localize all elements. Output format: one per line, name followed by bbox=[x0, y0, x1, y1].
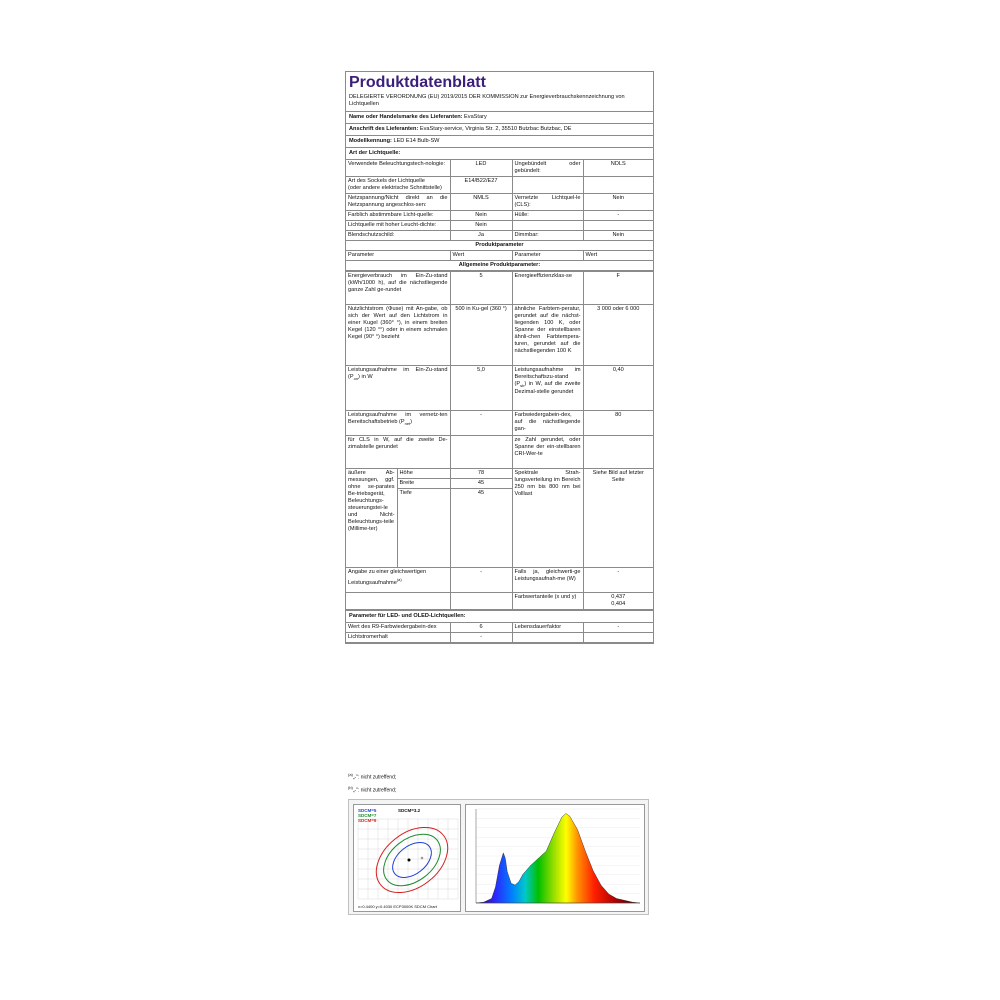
spectral-label: Spektrale Strah-lungsverteilung im Bereich 250 nm bis 800 nm bei Volllast bbox=[512, 469, 583, 568]
table-row bbox=[346, 160, 653, 177]
anti-glare-value: Ja bbox=[450, 231, 512, 241]
supplier-name-value: EvaStary bbox=[464, 114, 487, 120]
standby-power-text: Leistungsaufnahme im Bereitschaftszu-stand (P bbox=[514, 367, 581, 387]
general-params-table bbox=[346, 271, 653, 610]
luminous-flux-label: Nutzlichtstrom (Φuse) mit An-gabe, ob sich der Wert auf den Lichtstrom in einer Kugel (360° °), in einem breiten Kegel (120 °°) oder in einem schmalen Kegel (90° °) bezieht bbox=[346, 305, 450, 366]
table-row bbox=[346, 221, 653, 231]
table-row bbox=[346, 436, 653, 469]
footnote-b-text: „-": nicht zutreffend; bbox=[352, 787, 397, 794]
equivalent-power-label bbox=[346, 568, 450, 593]
regulation-subtitle: DELEGIERTE VERORDNUNG (EU) 2019/2015 DER KOMMISSION zur Energieverbrauchskennzeichnung von Lichtquellen bbox=[349, 94, 625, 107]
footnote-a-marker: (a) bbox=[348, 772, 353, 777]
sdcm-legend-5: SDCM=5 bbox=[358, 808, 377, 813]
supplier-name-row bbox=[346, 111, 653, 123]
mains-label: Netzspannung/Nicht direkt an die Netzspannung angeschlos-sen: bbox=[346, 194, 450, 211]
tunable-label: Farblich abstimmbare Licht-quelle: bbox=[346, 211, 450, 221]
chromaticity-label: Farbwertanteile (x und y) bbox=[512, 593, 583, 610]
table-row bbox=[346, 469, 653, 479]
on-mode-power-text: Leistungsaufnahme im Ein-Zu-stand (P bbox=[348, 367, 448, 380]
chromaticity-value bbox=[583, 593, 653, 610]
model-row bbox=[346, 135, 653, 147]
energy-class-label: Energieeffizienzklas-se bbox=[512, 272, 583, 305]
empty-cell bbox=[512, 633, 583, 643]
empty-cell bbox=[512, 177, 583, 194]
table-row bbox=[346, 272, 653, 305]
dimension-value: 45 bbox=[450, 479, 512, 489]
energy-consumption-value: 5 bbox=[450, 272, 512, 305]
column-header: Wert bbox=[583, 251, 653, 261]
standby-power-sub: sb bbox=[520, 383, 525, 389]
light-type-table bbox=[346, 159, 653, 271]
luminous-flux-value: 500 in Ku-gel (360 °) bbox=[450, 305, 512, 366]
networked-standby-tail: ) bbox=[410, 419, 413, 425]
led-params-heading: Parameter für LED- und OLED-Lichtquellen: bbox=[349, 613, 466, 619]
table-row bbox=[346, 241, 653, 251]
envelope-label: Hülle: bbox=[512, 211, 583, 221]
table-row bbox=[346, 366, 653, 411]
high-luminance-label: Lichtquelle mit hoher Leucht-dichte: bbox=[346, 221, 450, 231]
spectrum-chart bbox=[465, 804, 645, 912]
footnote-a-text: „-": nicht zutreffend; bbox=[352, 774, 397, 781]
chromaticity-x: 0,437 bbox=[611, 594, 626, 600]
equivalent-claim-value: - bbox=[583, 568, 653, 593]
page-title: Produktdatenblatt bbox=[349, 74, 486, 91]
r9-label: Wert des R9-Farbwiedergabein-dex bbox=[346, 623, 450, 633]
standby-power-value: 0,40 bbox=[583, 366, 653, 411]
spectrum-chart-svg bbox=[466, 805, 644, 911]
directional-label: Ungebündelt oder gebündelt: bbox=[512, 160, 583, 177]
technology-label: Verwendete Beleuchtungstech-nologie: bbox=[346, 160, 450, 177]
led-heading-row bbox=[346, 610, 653, 622]
table-row bbox=[346, 411, 653, 436]
model-label: Modellkennung: bbox=[349, 138, 392, 144]
cri-label: Farbwiedergabein-dex, auf die nächstliegende gan- bbox=[512, 411, 583, 436]
table-header-row bbox=[346, 251, 653, 261]
dimension-name: Höhe bbox=[397, 469, 450, 479]
supplier-address-row bbox=[346, 123, 653, 135]
on-mode-power-tail: ) in W bbox=[358, 374, 373, 380]
anti-glare-label: Blendschutzschild: bbox=[346, 231, 450, 241]
chromaticity-y: 0,404 bbox=[611, 601, 626, 607]
cls-label: Vernetzte Lichtquel-le (CLS): bbox=[512, 194, 583, 211]
tunable-value: Nein bbox=[450, 211, 512, 221]
energy-consumption-label: Energieverbrauch im Ein-Zu-stand (kWh/1000 h), auf die nächstliegende ganze Zahl ge-rundet bbox=[346, 272, 450, 305]
supplier-address-label: Anschrift des Lieferanten: bbox=[349, 126, 419, 132]
dimension-value: 78 bbox=[450, 469, 512, 479]
footnote-b-marker: (b) bbox=[348, 784, 353, 790]
light-type-heading: Art der Lichtquelle: bbox=[349, 150, 401, 156]
envelope-value: - bbox=[583, 211, 653, 221]
cls-power-label: für CLS in W, auf die zweite De-zimalstelle gerundet bbox=[346, 436, 450, 469]
survival-factor-label: Lebensdauerfaktor bbox=[512, 623, 583, 633]
empty-cell bbox=[450, 593, 512, 610]
sdcm-legend-9: SDCM=9 bbox=[358, 818, 377, 823]
column-header: Parameter bbox=[346, 251, 450, 261]
high-luminance-value: Nein bbox=[450, 221, 512, 231]
table-row bbox=[346, 231, 653, 241]
footnote-a bbox=[348, 770, 396, 783]
sdcm-ellipse-5 bbox=[386, 835, 438, 884]
sdcm-ellipse-7 bbox=[374, 824, 450, 896]
empty-cell bbox=[512, 221, 583, 231]
supplier-name-label: Name oder Handelsmarke des Lieferanten: bbox=[349, 114, 463, 120]
sdcm-center-point bbox=[408, 859, 411, 862]
on-mode-power-sub: on bbox=[353, 376, 359, 382]
table-row bbox=[346, 305, 653, 366]
r9-value: 6 bbox=[450, 623, 512, 633]
general-params-heading: Allgemeine Produktparameter: bbox=[346, 261, 653, 271]
cls-value: Nein bbox=[583, 194, 653, 211]
networked-standby-sub: net bbox=[404, 421, 411, 427]
cap-type-line2: (oder andere elektrische Schnittstelle) bbox=[348, 185, 442, 191]
spectral-value: Siehe Bild auf letzter Seite bbox=[583, 469, 653, 568]
directional-value: NDLS bbox=[583, 160, 653, 177]
empty-cell bbox=[583, 633, 653, 643]
dimmable-label: Dimmbar: bbox=[512, 231, 583, 241]
technology-value: LED bbox=[450, 160, 512, 177]
table-row bbox=[346, 177, 653, 194]
footnote-b bbox=[348, 783, 396, 796]
dimension-value: 45 bbox=[450, 489, 512, 568]
dimmable-value: Nein bbox=[583, 231, 653, 241]
empty-cell bbox=[450, 436, 512, 469]
cri-value: 80 bbox=[583, 411, 653, 436]
table-row bbox=[346, 194, 653, 211]
cap-type-value: E14/B22/E27 bbox=[450, 177, 512, 194]
model-value: LED E14 Bulb-SW bbox=[393, 138, 440, 144]
dimension-name: Tiefe bbox=[397, 489, 450, 568]
charts-panel bbox=[348, 799, 649, 915]
lumen-maintenance-label: Lichtstromerhalt bbox=[346, 633, 450, 643]
empty-cell bbox=[583, 221, 653, 231]
dimensions-label: äußere Ab-messungen, ggf. ohne se-parates Be-triebsgerät, Beleuchtungs-steuerungstei-le und Nicht-Beleuchtungs-teile (Millime-ter) bbox=[346, 469, 397, 568]
supplier-address-value: EvaStary-service, Virginia Str. 2, 35510 Butzbac Butzbac, DE bbox=[419, 126, 572, 132]
empty-cell bbox=[583, 436, 653, 469]
product-data-sheet bbox=[345, 71, 654, 644]
networked-standby-text: Leistungsaufnahme im vernetz-ten Bereitschaftsbetrieb (P bbox=[348, 412, 448, 425]
standby-power-tail: ) in W, auf die zweite Dezimal-stelle gerundet bbox=[514, 381, 581, 396]
footnote-ref-a: (a) bbox=[396, 577, 402, 582]
on-mode-power-label bbox=[346, 366, 450, 411]
table-row bbox=[346, 261, 653, 271]
cap-type-label bbox=[346, 177, 450, 194]
empty-cell bbox=[346, 593, 450, 610]
sdcm-chart-svg bbox=[354, 805, 460, 911]
equivalent-power-text: Angabe zu einer gleichwertigen Leistungsaufnahme bbox=[348, 569, 427, 586]
table-row bbox=[346, 211, 653, 221]
table-row bbox=[346, 593, 653, 610]
energy-class-value: F bbox=[583, 272, 653, 305]
sdcm-measured-point bbox=[421, 857, 423, 859]
led-params-table bbox=[346, 622, 653, 643]
cri-label-cont: ze Zahl gerundet, oder Spanne der ein-stellbaren CRI-Wer-te bbox=[512, 436, 583, 469]
mains-value: NMLS bbox=[450, 194, 512, 211]
sdcm-footer: x=0.4400 y=0.4030 ECP3000K SDCM Chart bbox=[358, 904, 437, 909]
sdcm-value-label: SDCM=3.2 bbox=[398, 808, 421, 813]
empty-cell bbox=[583, 177, 653, 194]
light-type-heading-row bbox=[346, 147, 653, 159]
column-header: Parameter bbox=[512, 251, 583, 261]
cct-value: 3 000 oder 6 000 bbox=[583, 305, 653, 366]
survival-factor-value: - bbox=[583, 623, 653, 633]
on-mode-power-value: 5,0 bbox=[450, 366, 512, 411]
table-row bbox=[346, 633, 653, 643]
lumen-maintenance-value: - bbox=[450, 633, 512, 643]
product-params-heading: Produktparameter bbox=[346, 241, 653, 251]
column-header: Wert bbox=[450, 251, 512, 261]
table-row bbox=[346, 623, 653, 633]
spectrum-area bbox=[476, 813, 640, 903]
footnotes bbox=[348, 770, 396, 795]
sdcm-chart bbox=[353, 804, 461, 912]
cct-label: ähnliche Farbtem-peratur, gerundet auf die nächst-liegenden 100 K, oder Spanne der einstellbaren ähnli-chen Farbtempera-turen, gerundet auf die nächstliegenden 100 K bbox=[512, 305, 583, 366]
equivalent-claim-label: Falls ja, gleichwerti-ge Leistungsaufnah-me (W) bbox=[512, 568, 583, 593]
sdcm-ellipse-9 bbox=[364, 814, 460, 906]
dimension-name: Breite bbox=[397, 479, 450, 489]
sdcm-legend-7: SDCM=7 bbox=[358, 813, 377, 818]
equivalent-power-value: - bbox=[450, 568, 512, 593]
cap-type-line1: Art des Sockels der Lichtquelle bbox=[348, 178, 425, 184]
table-row bbox=[346, 568, 653, 593]
standby-power-label bbox=[512, 366, 583, 411]
networked-standby-value: - bbox=[450, 411, 512, 436]
networked-standby-label bbox=[346, 411, 450, 436]
